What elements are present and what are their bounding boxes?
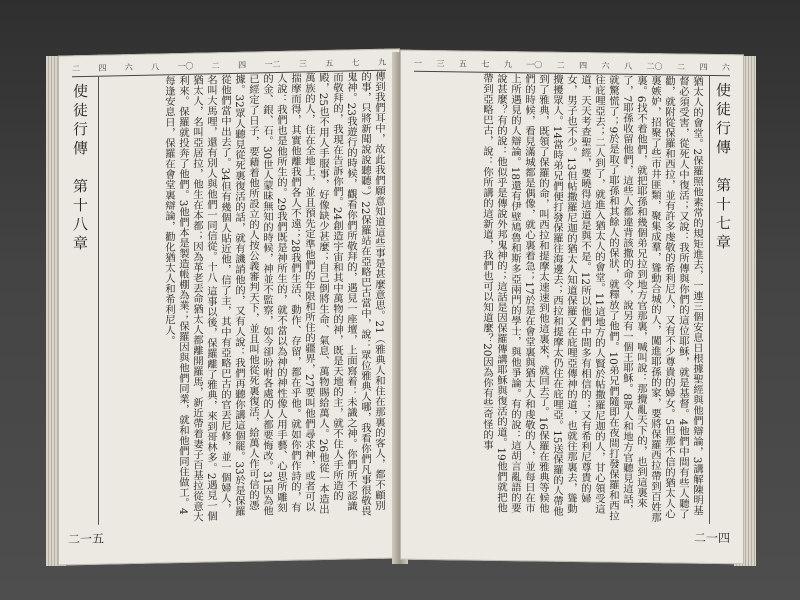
left-body-text-content: 傳到我們耳中，故此我們願意知道這些事是甚麼意思。21（雅典人和住在那裏的客人，都不顧別的事，只將新聞說說聽聽。）22保羅站在亞略巴古當中，說：眾位雅典人哪，我看你們凡事很敬畏鬼神。23我遊行的時候，觀看你們所敬拜的，遇見一座壇，上面寫着：未識之神。你們所不認識而敬拜的，我現在告訴你們。24創造宇宙和其中萬物的神，既是天地的主，就不住人手所造的殿，25也不用人手服事，好像缺少甚麼；自己倒將生命、氣息、萬物賜給萬人。26他從一本造出萬族的人，住在全地上，並且預先定準他們的年限和所住的疆界，27要叫他們尋求神，或者可以揣摩而得，其實他離我們各人不遠；28我們生活、動作、存留，都在乎他。就如你們作詩的，有人說：我們也是他所生的。29我們既是神所生的，就不當以為神的神性像人用手藝、心思所雕刻的金、銀、石。30世人蒙昧無知的時候，神並不監察，如今卻吩咐各處的人都要悔改。31因為他已經定了日子，要藉着他所設立的人按公義審判天下，並且叫他從死裏復活，給萬人作可信的憑據。32眾人聽見從死裏復活的話，就有譏誚他的，又有人說：我們再聽你講這個罷。33於是保羅從他們當中出去了。34但有幾個人貼近他，信了主，其中有亞略巴古的官丟尼修，並一個婦人，名叫大馬哩，還有別人與他們一同信從。十八 這事以後，保羅離了雅典，來到哥林多。2遇見一個猶太人，名叫亞居拉，他生在本都；因為革老丟命猶太人都離開羅馬，新近帶着妻子百基拉從意大利來。保羅就投奔了他們。3他們本是製造帳棚為業；保羅因與他們同業，就和他們同住做工。4每逢安息日，保羅在會堂裏辯論，勸化猶太人和希利尼人。 bbox=[163, 70, 385, 522]
right-margin-number: 四 bbox=[579, 61, 588, 71]
right-body-text-content: 猶太人的會堂。2保羅照他素常的規矩進去，一連三個安息日根據聖經與他們辯論，3講解陳明基督必須受害，從死人中復活；又說：我所傳與你們的這位耶穌，就是基督。4他們中間有些人聽了勸，就附從保羅和西拉，並有許多虔敬的希利尼人，又有不少尊貴的婦女。5但那不信的猶太人心裏嫉妒，招聚了些市井匪類，聚集成羣，聳動合城的人，闖進耶孫的家，要將保羅西拉帶到百姓那裏。6找不着他們，就把耶孫和幾個弟兄拉到地方官那裏，喊叫說：那攪亂天下的，也到這裏來了，7耶孫收留他們，這些人都違背該撒的命令，說另有一個王耶穌。8眾人和地方官聽見這話，就驚慌了；9於是取了耶孫和其餘人的保狀，就釋放了他們。10弟兄們隨即在夜間打發保羅和西拉往庇哩亞去；二人到了，就進入猶太人的會堂。11這地方的人賢於帖撒羅尼迦的人，甘心領受這道，天天考查聖經，要曉得這道是與不是。12所以他們中間多有相信的；又有希利尼尊貴的婦女，男子也不少。13但帖撒羅尼迦的猶太人知道保羅又在庇哩亞傳神的道，也就往那裏去，聳動攪擾眾人。14當時弟兄們便打發保羅往海邊去；西拉和提摩太仍住在庇哩亞。15送保羅的人帶他到了雅典，既領了保羅的命，叫西拉和提摩太速速到他這裏來，就回去了。16保羅在雅典等候他們的時候，看見滿城都是偶像，就心裏着急；17於是在會堂裏與猶太人和虔敬的人，並每日在市上所遇見的人辯論。18還有伊壁鳩魯和斯多亞兩門的學士，與他爭論。有的說：這胡言亂語的要說甚麼？有的說：他似乎是傳說外邦鬼神的；這話是因保羅傳講耶穌與復活的道。19他們就把他帶到亞略巴古，說：你所講的這新道，我們也可以知道麼？20因為你有些奇怪的事 bbox=[481, 72, 703, 523]
left-margin-number: 一二 bbox=[264, 59, 281, 70]
right-margin-number: 二〇 bbox=[646, 62, 663, 72]
right-margin-number: 九 bbox=[503, 60, 512, 70]
left-margin-number: 二 bbox=[211, 61, 220, 71]
left-body-text bbox=[104, 71, 386, 525]
right-folio: 二一四 bbox=[693, 530, 730, 546]
left-running-head: 使徒行傳 第十八章 bbox=[71, 82, 89, 255]
left-margin-number: 九 bbox=[377, 57, 386, 67]
right-running-head: 使徒行傳 第十七章 bbox=[714, 81, 732, 254]
right-margin-number: 六 bbox=[721, 63, 730, 73]
left-margin-number: 四 bbox=[98, 63, 107, 73]
right-column-rule bbox=[709, 76, 710, 524]
left-margin-number: 七 bbox=[351, 58, 360, 68]
right-margin-number: 一〇 bbox=[526, 60, 543, 70]
right-body-text bbox=[414, 72, 704, 524]
right-margin-number: 五 bbox=[458, 59, 467, 69]
right-page bbox=[400, 50, 744, 565]
open-bible bbox=[40, 38, 762, 570]
right-margin-number: 四 bbox=[699, 62, 708, 72]
left-margin-number: 六 bbox=[124, 63, 133, 73]
left-margin-number: 一〇 bbox=[177, 61, 194, 72]
right-margin-number: 六 bbox=[601, 61, 610, 71]
left-margin-number: 五 bbox=[325, 58, 334, 68]
left-margin-number: 四 bbox=[238, 60, 247, 70]
right-margin-number: 二 bbox=[676, 62, 685, 72]
right-margin-number: 一 bbox=[414, 58, 422, 68]
right-margin-number: 三 bbox=[436, 59, 445, 69]
left-column-rule bbox=[98, 77, 99, 525]
left-margin-number: 三 bbox=[298, 59, 307, 69]
left-page bbox=[58, 48, 400, 565]
right-margin-number: 七 bbox=[481, 59, 490, 69]
left-folio: 二一五 bbox=[68, 531, 105, 547]
right-margin-number: 二 bbox=[556, 60, 565, 70]
right-margin-number: 八 bbox=[624, 61, 633, 71]
left-margin-number: 八 bbox=[151, 62, 160, 72]
left-margin-number: 二 bbox=[72, 64, 80, 74]
